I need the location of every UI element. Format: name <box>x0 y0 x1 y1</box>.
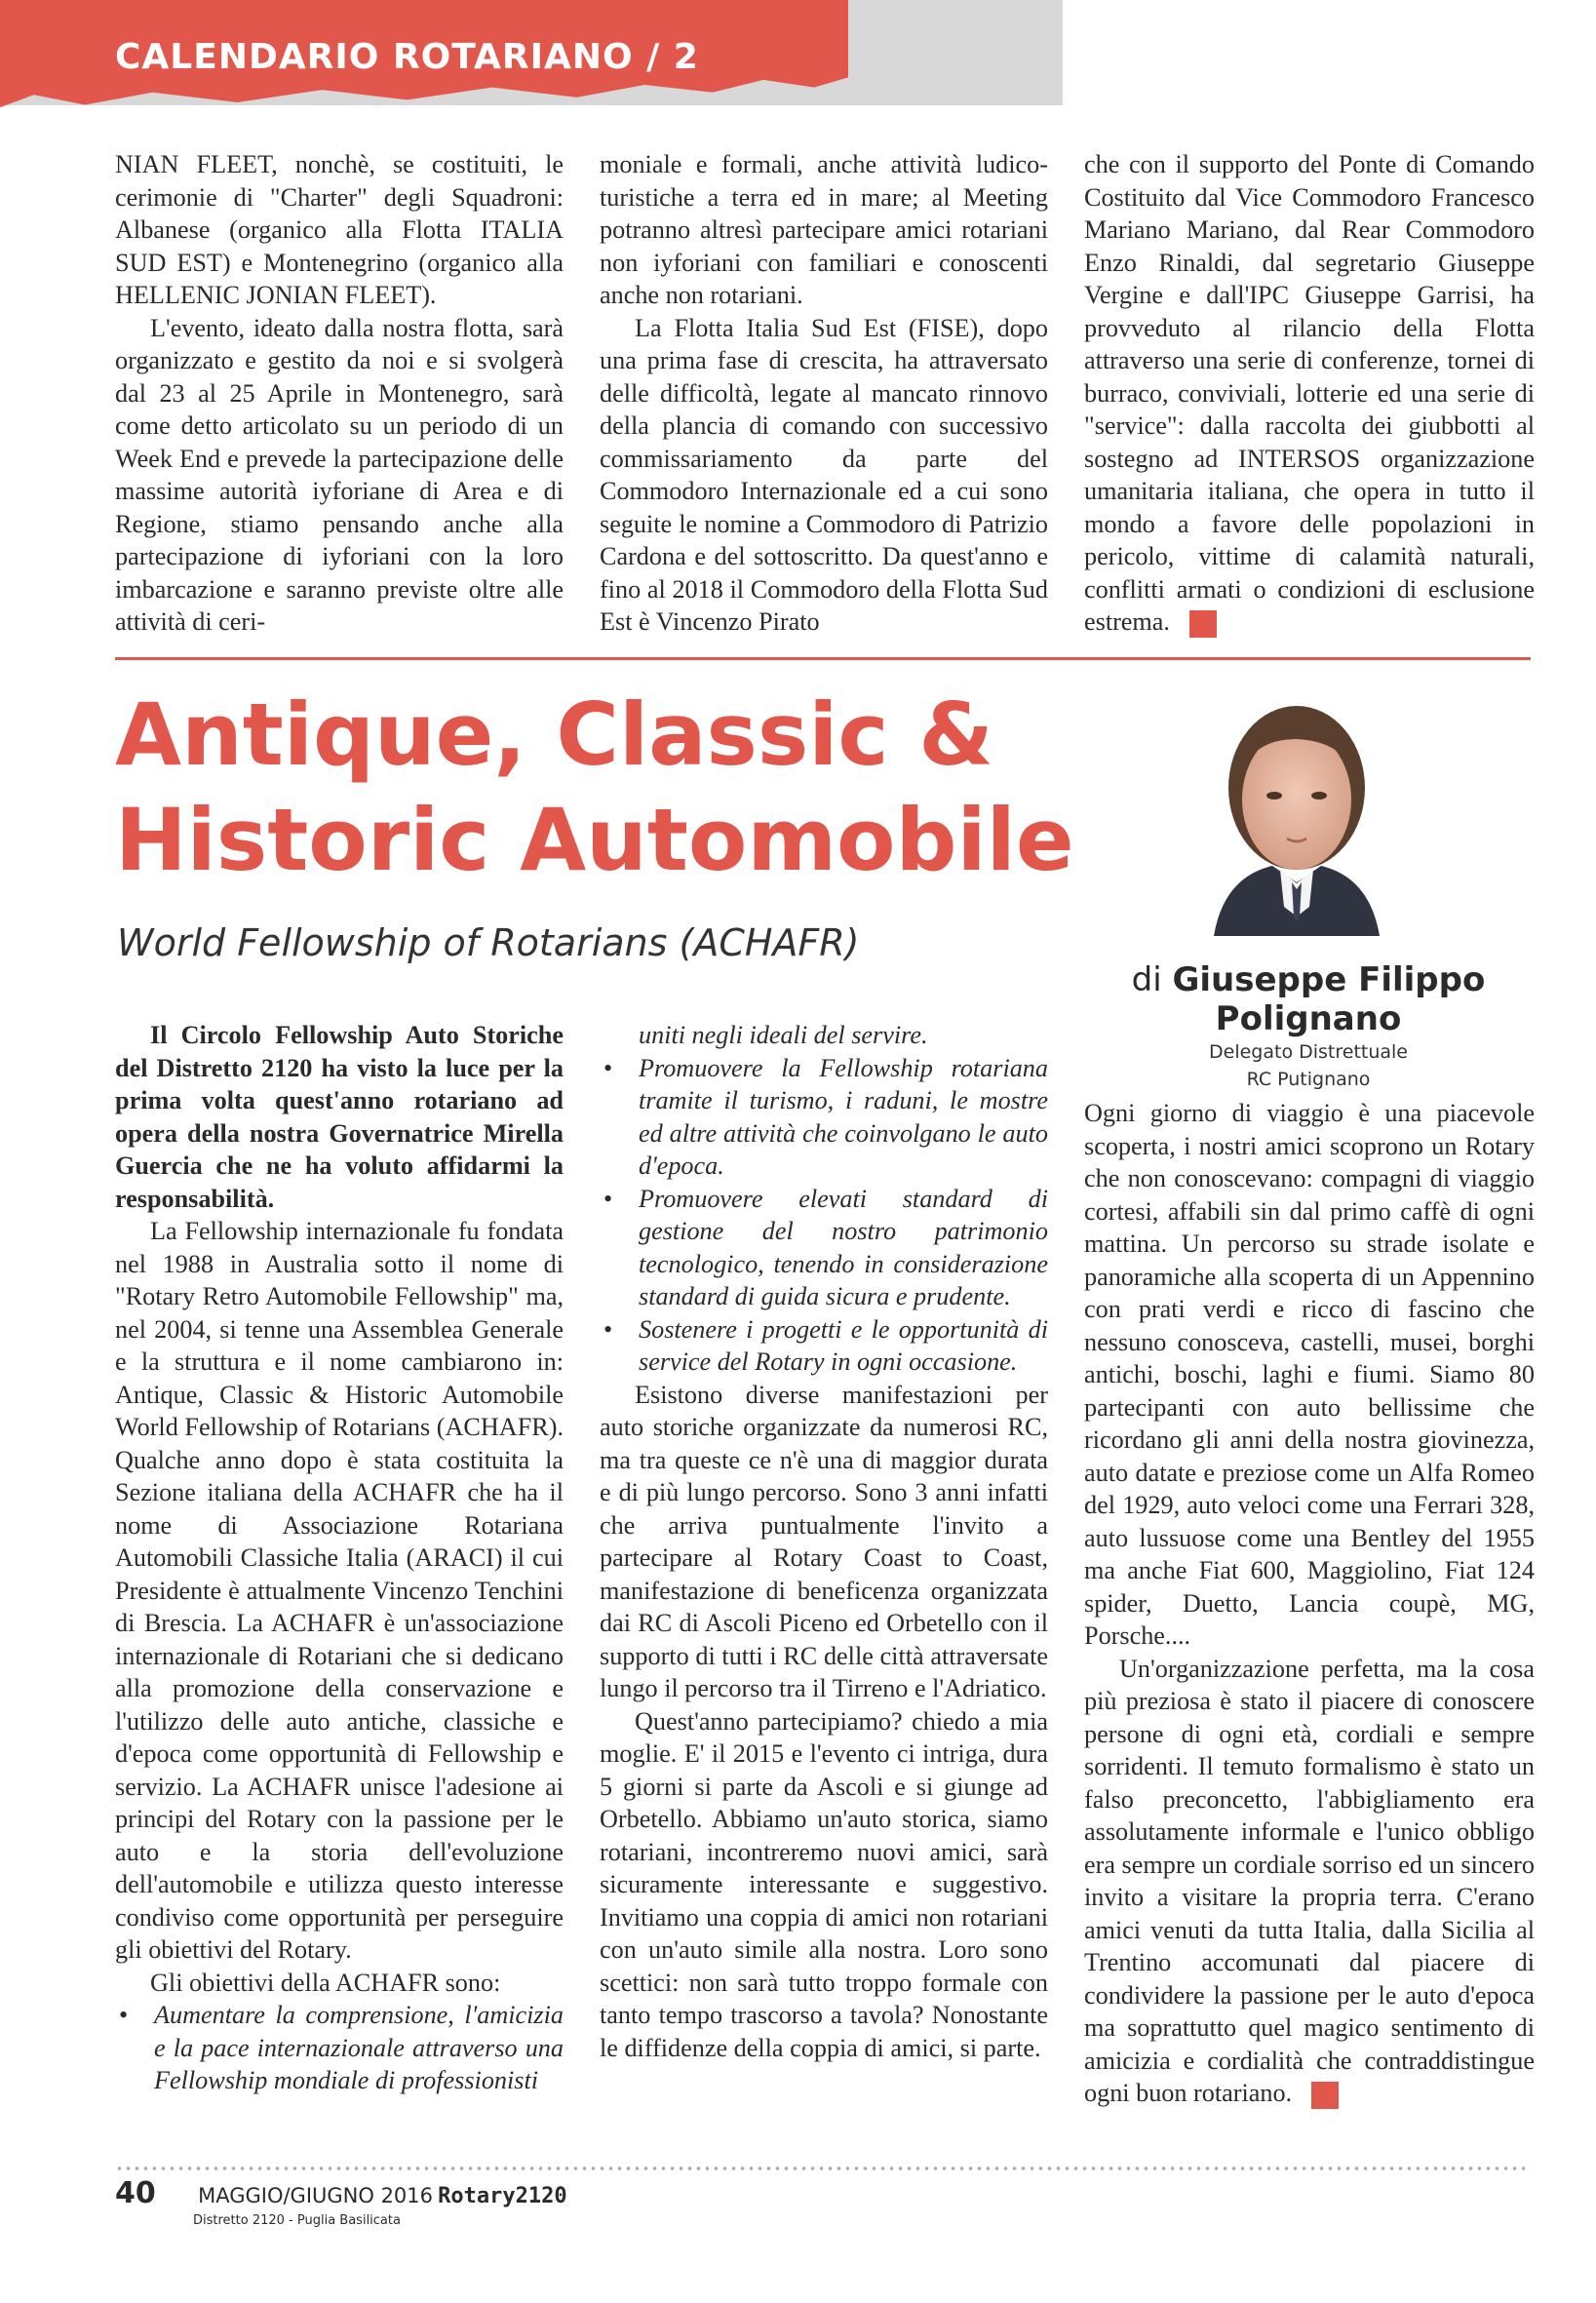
article-intro: Il Circolo Fellowship Auto Storiche del Distretto 2120 ha visto la luce per la prima volta quest'anno rotariano ad opera della nostra Governatrice Mirella Guercia che ne ha voluto affidarmi la responsabilità. <box>115 1021 564 1213</box>
objective-item-continuation: uniti negli ideali del servire. <box>639 1021 928 1049</box>
top-article-column-2 <box>600 148 1048 639</box>
end-of-article-square-icon <box>1311 2082 1339 2109</box>
author-name: Giuseppe Filippo Polignano <box>1172 960 1486 1038</box>
article-column-3 <box>1084 1097 1535 2110</box>
section-banner <box>0 0 1063 137</box>
top-col2-paragraph-2: La Flotta Italia Sud Est (FISE), dopo una prima fase di crescita, ha attraversato delle difficoltà, legate al mancato rinnovo della plancia di comando con successivo commissariamento da parte del Commodoro Internazionale ed a cui sono seguite le nomine a Commodoro di Patrizio Cardona e del sottoscritto. Da quest'anno e fino al 2018 il Commodoro della Flotta Sud Est è Vincenzo Pirato <box>600 313 1048 636</box>
top-article-column-1 <box>115 148 564 639</box>
author-club: RC Putignano <box>1246 1069 1371 1090</box>
end-of-article-square-icon <box>1189 610 1217 638</box>
article-subtitle: World Fellowship of Rotarians (ACHAFR) <box>117 921 860 964</box>
magazine-name: Rotary2120 <box>438 2184 567 2208</box>
objective-item: • Sostenere i progetti e le opportunità di service del Rotary in ogni occasione. <box>600 1313 1048 1379</box>
issue-date: MAGGIO/GIUGNO 2016 <box>198 2184 434 2207</box>
top-col3-paragraph-1: che con il supporto del Ponte di Comando Costituito dal Vice Commodoro Francesco Mariano Mariano, dal Rear Commodoro Enzo Rinaldi, dal segretario Giuseppe Vergine e dall'IPC Giuseppe Garrisi, ha provveduto al rilancio della Flotta attraverso una serie di conferenze, tornei di burraco, conviviali, lotterie ed una serie di "service": dalla raccolta dei giubbotti al sostegno ad INTERSOS organizzazione umanitaria italiana, che opera in tutto il mondo a favore delle popolazioni in pericolo, vittime di calamità naturali, conflitti armati o condizioni di esclusione estrema. <box>1084 150 1535 636</box>
article-col1-paragraph-2: Gli obiettivi della ACHAFR sono: <box>150 1968 501 1997</box>
section-divider <box>115 657 1531 660</box>
objective-item: • Promuovere elevati standard di gestione del nostro patrimonio tecnologico, tenendo in considerazione standard di guida sicura e prudente. <box>600 1183 1048 1313</box>
article-col3-paragraph-1: Ogni giorno di viaggio è una piacevole scoperta, i nostri amici scoprono un Rotary che non conoscevano: compagni di viaggio cortesi, affabili sin dal primo caffè di ogni mattina. Un percorso su strade isolate e panoramiche alla scoperta di un Appennino con prati verdi e ricco di fascino che nessuno conosceva, castelli, musei, borghi antichi, boschi, laghi e fiumi. Siamo 80 partecipanti con auto bellissime che ricordano gli anni della nostra giovinezza, auto datate e preziose come un Alfa Romeo del 1929, auto veloci come una Ferrari 328, auto lussuose come una Bentley del 1955 ma anche Fiat 600, Maggiolino, Fiat 124 spider, Duetto, Lancia coupè, MG, Porsche.... <box>1084 1099 1535 1650</box>
page-footer <box>115 2176 567 2228</box>
footer-dotted-rule <box>115 2166 1531 2170</box>
objectives-list <box>115 1999 564 2097</box>
top-article-column-3 <box>1084 148 1535 639</box>
article-col1-paragraph-1: La Fellowship internazionale fu fondata nel 1988 in Australia sotto il nome di "Rotary Retro Automobile Fellowship" ma, nel 2004, si tenne una Assemblea Generale e la struttura e il nome cambiarono in: Antique, Classic & Historic Automobile World Fellowship of Rotarians (ACHAFR). Qualche anno dopo è stata costituita la Sezione italiana della ACHAFR che ha il nome di Associazione Rotariana Automobili Classiche Italia (ARACI) il cui Presidente è attualmente Vincenzo Tenchini di Brescia. La ACHAFR è un'associazione internazionale di Rotariani che si dedicano alla promozione della conservazione e l'utilizzo delle auto antiche, classiche e d'epoca come opportunità di Fellowship e servizio. La ACHAFR unisce l'adesione ai principi del Rotary con la passione per le auto e la storia dell'evoluzione dell'automobile e utilizza questo interesse condiviso come opportunità per perseguire gli obiettivi del Rotary. <box>115 1217 564 1964</box>
district-label: Distretto 2120 - Puglia Basilicata <box>193 2213 401 2228</box>
top-col1-paragraph-2: L'evento, ideato dalla nostra flotta, sarà organizzato e gestito da noi e si svolgerà dal 23 al 25 Aprile in Montenegro, sarà come detto articolato su un periodo di un Week End e prevede la partecipazione delle massime autorità iyforiane di Area e di Regione, stiamo pensando anche alla partecipazione di iyforiani con la loro imbarcazione e saranno previste oltre alle attività di ceri- <box>115 313 564 636</box>
author-byline <box>1084 960 1533 1093</box>
article-col2-paragraph-1: Esistono diverse manifestazioni per auto storiche organizzate da numerosi RC, ma tra queste ce n'è una di maggior durata e di più lungo percorso. Sono 3 anni infatti che arriva puntualmente l'invito a partecipare al Rotary Coast to Coast, manifestazione di beneficenza organizzata dai RC di Ascoli Piceno ed Orbetello con il supporto di tutti i RC delle città attraversate lungo il percorso tra il Tirreno e l'Adriatico. <box>600 1380 1048 1702</box>
objectives-list-continued <box>600 1019 1048 1379</box>
article-column-2 <box>600 1019 1048 2064</box>
article-column-1 <box>115 1019 564 2097</box>
article-col2-paragraph-2: Quest'anno partecipiamo? chiedo a mia moglie. E' il 2015 e l'evento ci intriga, dura 5 giorni si parte da Ascoli e si giunge ad Orbetello. Abbiamo un'auto storica, siamo rotariani, incontreremo nuovi amici, sarà sicuramente interessante e suggestivo. Invitiamo una coppia di amici non rotariani con un'auto simile alla nostra. Loro sono scettici: non sarà tutto troppo formale con tanto tempo trascorso a tavola? Nonostante le diffidenze della coppia di amici, si parte. <box>600 1706 1048 2062</box>
objective-item: • Aumentare la comprensione, l'amicizia e la pace internazionale attraverso una Fellowship mondiale di professionisti <box>115 1999 564 2097</box>
article-headline: Antique, Classic & Historic Automobile <box>115 684 1074 890</box>
objective-item: • Promuovere la Fellowship rotariana tramite il turismo, i raduni, le mostre ed altre attività che coinvolgano le auto d'epoca. <box>600 1052 1048 1183</box>
author-portrait <box>1194 683 1399 936</box>
author-role: Delegato Distrettuale <box>1209 1041 1408 1063</box>
byline-prefix: di <box>1131 960 1162 999</box>
top-col2-paragraph-1: moniale e formali, anche attività ludico-turistiche a terra ed in mare; al Meeting potranno altresì partecipare amici rotariani non iyforiani con familiari e conoscenti anche non rotariani. <box>600 150 1048 309</box>
page-number: 40 <box>115 2176 156 2210</box>
top-col1-paragraph-1: NIAN FLEET, nonchè, se costituiti, le cerimonie di "Charter" degli Squadroni: Albanese (organico alla Flotta ITALIA SUD EST) e Montenegrino (organico alla HELLENIC JONIAN FLEET). <box>115 150 564 309</box>
section-title: CALENDARIO ROTARIANO / 2 <box>115 37 699 77</box>
article-col3-paragraph-2: Un'organizzazione perfetta, ma la cosa più preziosa è stato il piacere di conoscere persone di ogni età, cordiali e sempre sorridenti. Il temuto formalismo è stato un falso preconcetto, l'abbigliamento era assolutamente informale e l'unico obbligo era sempre un cordiale sorriso ed un sincero invito a visitare la propria terra. C'erano amici venuti da tutta Italia, dalla Sicilia al Trentino accomunati dal piacere di condividere la passione per le auto d'epoca ma soprattutto quel magico sentimento di amicizia e cordialità che contraddistingue ogni buon rotariano. <box>1084 1654 1535 2107</box>
